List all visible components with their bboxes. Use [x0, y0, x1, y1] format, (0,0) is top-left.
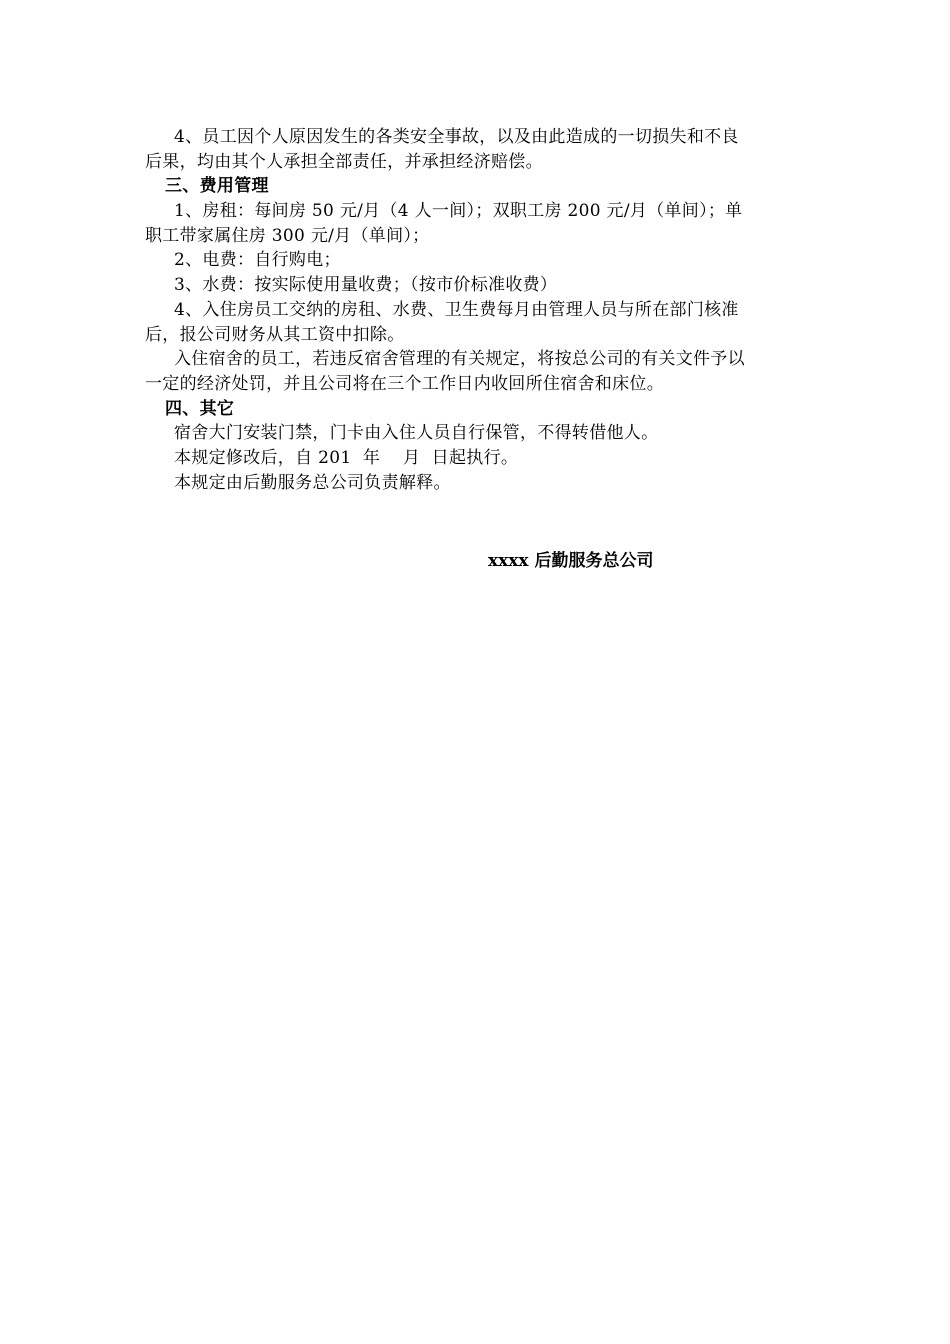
item4-safety-line2: 后果，均由其个人承担全部责任，并承担经济赔偿。 [145, 151, 543, 172]
fee1-line2: 职工带家属住房 300 元/月（单间）； [145, 225, 430, 246]
penalty-line1: 入住宿舍的员工，若违反宿舍管理的有关规定，将按总公司的有关文件予以 [174, 349, 745, 370]
section4-heading: 四、其它 [165, 398, 235, 419]
fee3-line: 3、水费：按实际使用量收费；（按市价标准收费） [174, 275, 558, 296]
company-signature: xxxx 后勤服务总公司 [488, 551, 654, 571]
other2-line: 本规定修改后，自 201 年 月 日起执行。 [174, 447, 519, 468]
item4-safety-line1: 4、员工因个人原因发生的各类安全事故，以及由此造成的一切损失和不良 [174, 127, 739, 147]
other3-line: 本规定由后勤服务总公司负责解释。 [174, 472, 451, 493]
fee2-line: 2、电费：自行购电； [174, 250, 341, 271]
fee4-line2: 后，报公司财务从其工资中扣除。 [145, 324, 405, 345]
fee4-line1: 4、入住房员工交纳的房租、水费、卫生费每月由管理人员与所在部门核准 [174, 299, 739, 320]
document-body [145, 125, 807, 495]
other1-line: 宿舍大门安装门禁，门卡由入住人员自行保管，不得转借他人。 [174, 423, 659, 444]
fee1-line1: 1、房租：每间房 50 元/月（4 人一间）；双职工房 200 元/月（单间）；单 [174, 201, 743, 222]
section3-heading: 三、费用管理 [165, 176, 269, 197]
penalty-line2: 一定的经济处罚，并且公司将在三个工作日内收回所住宿舍和床位。 [145, 373, 664, 394]
